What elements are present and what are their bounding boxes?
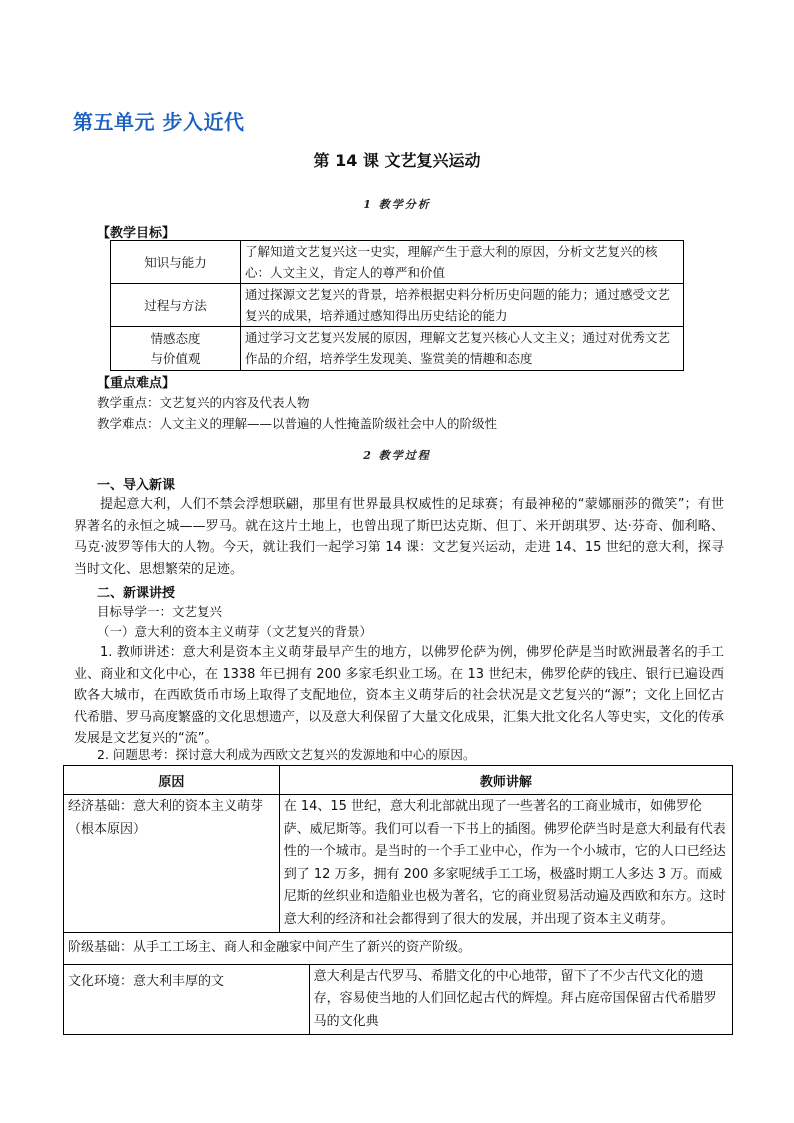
goal-row (111, 284, 684, 327)
table-header-row (64, 766, 733, 795)
header-cause: 原因 (64, 766, 280, 795)
guide-heading: 目标导学一：文艺复兴 (97, 604, 223, 619)
intro-paragraph: 提起意大利，人们不禁会浮想联翩，那里有世界最具权威性的足球赛；有最神秘的“蒙娜丽莎的微笑”；有世界著名的永恒之城——罗马。就在这片土地上，也曾出现了斯巴达克斯、但丁、米开朗琪罗、达·芬奇、伽利略、马克·波罗等伟大的人物。今天，就让我们一起学习第 14 课：文艺复兴运动，走进 14、15 世纪的意大利，探寻当时文化、思想繁荣的足迹。 (74, 497, 724, 577)
goals-table (110, 240, 684, 371)
section-heading-analysis: 1 教学分析 (363, 198, 431, 211)
header-explanation: 教师讲解 (279, 766, 732, 795)
table-row (64, 933, 733, 965)
goal-text: 了解知道文艺复兴这一史实，理解产生于意大利的原因，分析文艺复兴的核心：人文主义，肯定人的尊严和价值 (241, 241, 684, 284)
lesson-title: 第 14 课 文艺复兴运动 (313, 151, 481, 170)
goal-label: 知识与能力 (111, 241, 241, 284)
question-line: 2. 问题思考：探讨意大利成为西欧文艺复兴的发源地和中心的原因。 (97, 747, 476, 762)
explanation-cell: 意大利是古代罗马、希腊文化的中心地带，留下了不少古代文化的遗存，容易使当地的人们回忆起古代的辉煌。拜占庭帝国保留古代希腊罗马的文化典 (309, 964, 732, 1035)
table-row (64, 795, 733, 933)
goal-label-line: 与价值观 (150, 350, 201, 366)
unit-title: 第五单元 步入近代 (73, 110, 245, 134)
goal-label-line: 情感态度 (150, 330, 201, 346)
section-heading-process: 2 教学过程 (363, 449, 431, 462)
intro-heading: 一、导入新课 (97, 478, 176, 493)
subsection-heading: （一）意大利的资本主义萌芽（文艺复兴的背景） (97, 624, 373, 639)
goals-heading: 【教学目标】 (97, 226, 176, 241)
table-row (64, 964, 733, 1035)
goal-label (111, 327, 241, 371)
key-point: 教学重点：文艺复兴的内容及代表人物 (97, 395, 310, 410)
cause-cell: 经济基础：意大利的资本主义萌芽（根本原因） (64, 795, 280, 933)
reasons-table (63, 765, 733, 1035)
goal-row (111, 241, 684, 284)
new-lesson-heading: 二、新课讲授 (97, 586, 176, 601)
explanation-cell: 在 14、15 世纪，意大利北部就出现了一些著名的工商业城市，如佛罗伦萨、威尼斯等。我们可以看一下书上的插图。佛罗伦萨当时是意大利最有代表性的一个城市。是当时的一个手工业中心，作为一个小城市，它的人口已经达到了 12 万多，拥有 200 多家呢绒手工工场，极盛时期工人多达 3 万。而威尼斯的丝织业和造船业也极为著名，它的商业贸易活动遍及西欧和东方。这时意大利的经济和社会都得到了很大的发展，并出现了资本主义萌芽。 (279, 795, 732, 933)
goal-row (111, 327, 684, 371)
difficult-point: 教学难点：人文主义的理解——以普遍的人性掩盖阶级社会中人的阶级性 (97, 416, 498, 431)
teacher-paragraph: 1. 教师讲述：意大利是资本主义萌芽最早产生的地方，以佛罗伦萨为例，佛罗伦萨是当时欧洲最著名的手工业、商业和文化中心，在 1338 年已拥有 200 多家毛织业工场。在 13 世纪末，佛罗伦萨的钱庄、银行已遍设西欧各大城市，在西欧货币市场上取得了支配地位，资本主义萌芽后的社会状况是文艺复兴的“源”；文化上回忆古代希腊、罗马高度繁盛的文化思想遗产，以及意大利保留了大量文化成果，汇集大批文化名人等史实，文化的传承发展是文艺复兴的“流”。 (74, 645, 725, 746)
goal-text: 通过学习文艺复兴发展的原因，理解文艺复兴核心人文主义；通过对优秀文艺作品的介绍，培养学生发现美、鉴赏美的情趣和态度 (241, 327, 684, 371)
class-basis-cell: 阶级基础：从手工工场主、商人和金融家中间产生了新兴的资产阶级。 (64, 933, 733, 965)
cause-cell: 文化环境：意大利丰厚的文 (64, 964, 310, 1035)
goal-label: 过程与方法 (111, 284, 241, 327)
goal-text: 通过探源文艺复兴的背景，培养根据史料分析历史问题的能力；通过感受文艺复兴的成果，培养通过感知得出历史结论的能力 (241, 284, 684, 327)
key-points-heading: 【重点难点】 (97, 376, 176, 391)
